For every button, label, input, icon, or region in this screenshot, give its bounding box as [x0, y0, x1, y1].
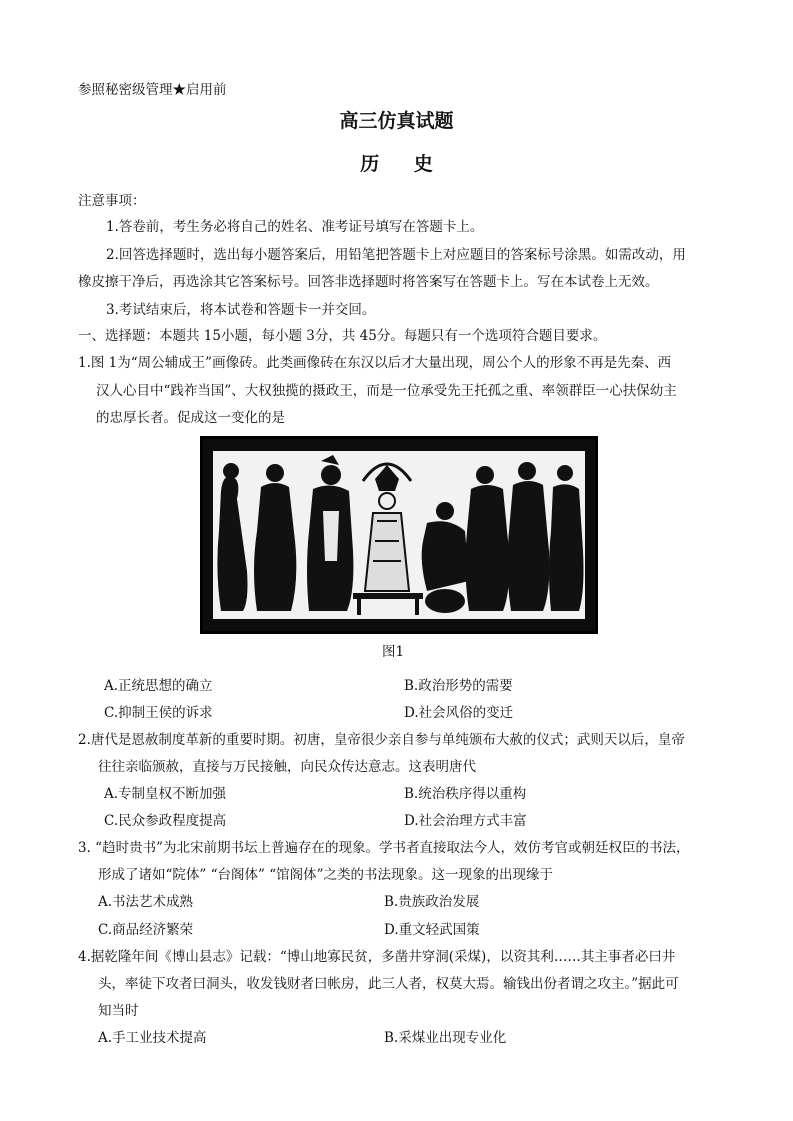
exam-title: 高三仿真试题: [339, 110, 454, 132]
question-3-option-a: A.书法艺术成熟: [98, 894, 194, 910]
notice-item: 3.考试结束后，将本试卷和答题卡一并交回。: [106, 302, 376, 318]
zhou-gong-assisting-king-cheng-illustration: [213, 451, 585, 619]
notice-item: 1.答卷前，考生务必将自己的姓名、准考证号填写在答题卡上。: [106, 219, 484, 235]
notice-heading: 注意事项：: [78, 193, 146, 209]
question-2-option-b: B.统治秩序得以重构: [404, 786, 527, 802]
question-2-option-a: A.专制皇权不断加强: [104, 786, 227, 802]
section-heading: 一、选择题：本题共 15小题，每小题 3分，共 45分。每题只有一个选项符合题目要求。: [78, 328, 607, 344]
question-3-option-b: B.贵族政治发展: [384, 894, 480, 910]
question-4-option-b: B.采煤业出现专业化: [384, 1030, 507, 1046]
figure-1-image: [200, 436, 598, 634]
question-4-option-a: A.手工业技术提高: [98, 1030, 207, 1046]
notice-item: 2.回答选择题时，选出每小题答案后，用铅笔把答题卡上对应题目的答案标号涂黑。如需改动，用: [106, 247, 686, 263]
question-4-line: 头，率徒下攻者曰洞头，收发钱财者曰帐房，此三人者，权莫大焉。输钱出份者谓之攻主。”据此可: [98, 976, 679, 992]
question-3-line: 形成了诸如“院体” “台阁体” “馆阁体”之类的书法现象。这一现象的出现缘于: [98, 867, 553, 883]
subject-title: 历 史: [360, 153, 447, 175]
question-2-line: 2.唐代是恩赦制度革新的重要时期。初唐，皇帝很少亲自参与单纯颁布大赦的仪式；武则天以后，皇帝: [78, 732, 685, 748]
question-3-option-c: C.商品经济繁荣: [98, 922, 194, 938]
question-4-line: 4.据乾隆年间《博山县志》记载：“博山地寡民贫，多凿井穿洞(采煤)，以资其利……其主事者必曰井: [78, 949, 676, 965]
question-4-line: 知当时: [98, 1003, 139, 1019]
question-1-line: 1.图 1为“周公辅成王”画像砖。此类画像砖在东汉以后才大量出现，周公个人的形象不再是先秦、西: [78, 355, 672, 371]
question-3-line: 3. “趋时贵书”为北宋前期书坛上普遍存在的现象。学书者直接取法今人，效仿考官或朝廷权臣的书法，: [78, 840, 690, 856]
security-note: 参照秘密级管理★启用前: [78, 82, 227, 98]
question-1-option-d: D.社会风俗的变迁: [404, 705, 514, 721]
question-2-option-c: C.民众参政程度提高: [104, 813, 227, 829]
notice-item-continued: 橡皮擦干净后，再选涂其它答案标号。回答非选择题时将答案写在答题卡上。写在本试卷上无效。: [78, 274, 659, 290]
question-1-line: 的忠厚长者。促成这一变化的是: [96, 410, 285, 426]
question-2-line: 往往亲临颁赦，直接与万民接触，向民众传达意志。这表明唐代: [98, 759, 476, 775]
question-1-line: 汉人心目中“践祚当国”、大权独揽的摄政王，而是一位承受先王托孤之重、率领群臣一心扶保幼主: [96, 383, 677, 399]
question-2-option-d: D.社会治理方式丰富: [404, 813, 527, 829]
question-1-option-b: B.政治形势的需要: [404, 678, 513, 694]
question-1-option-c: C.抑制王侯的诉求: [104, 705, 213, 721]
question-1-option-a: A.正统思想的确立: [104, 678, 213, 694]
figure-1-caption: 图1: [382, 644, 405, 660]
question-3-option-d: D.重文轻武国策: [384, 922, 480, 938]
